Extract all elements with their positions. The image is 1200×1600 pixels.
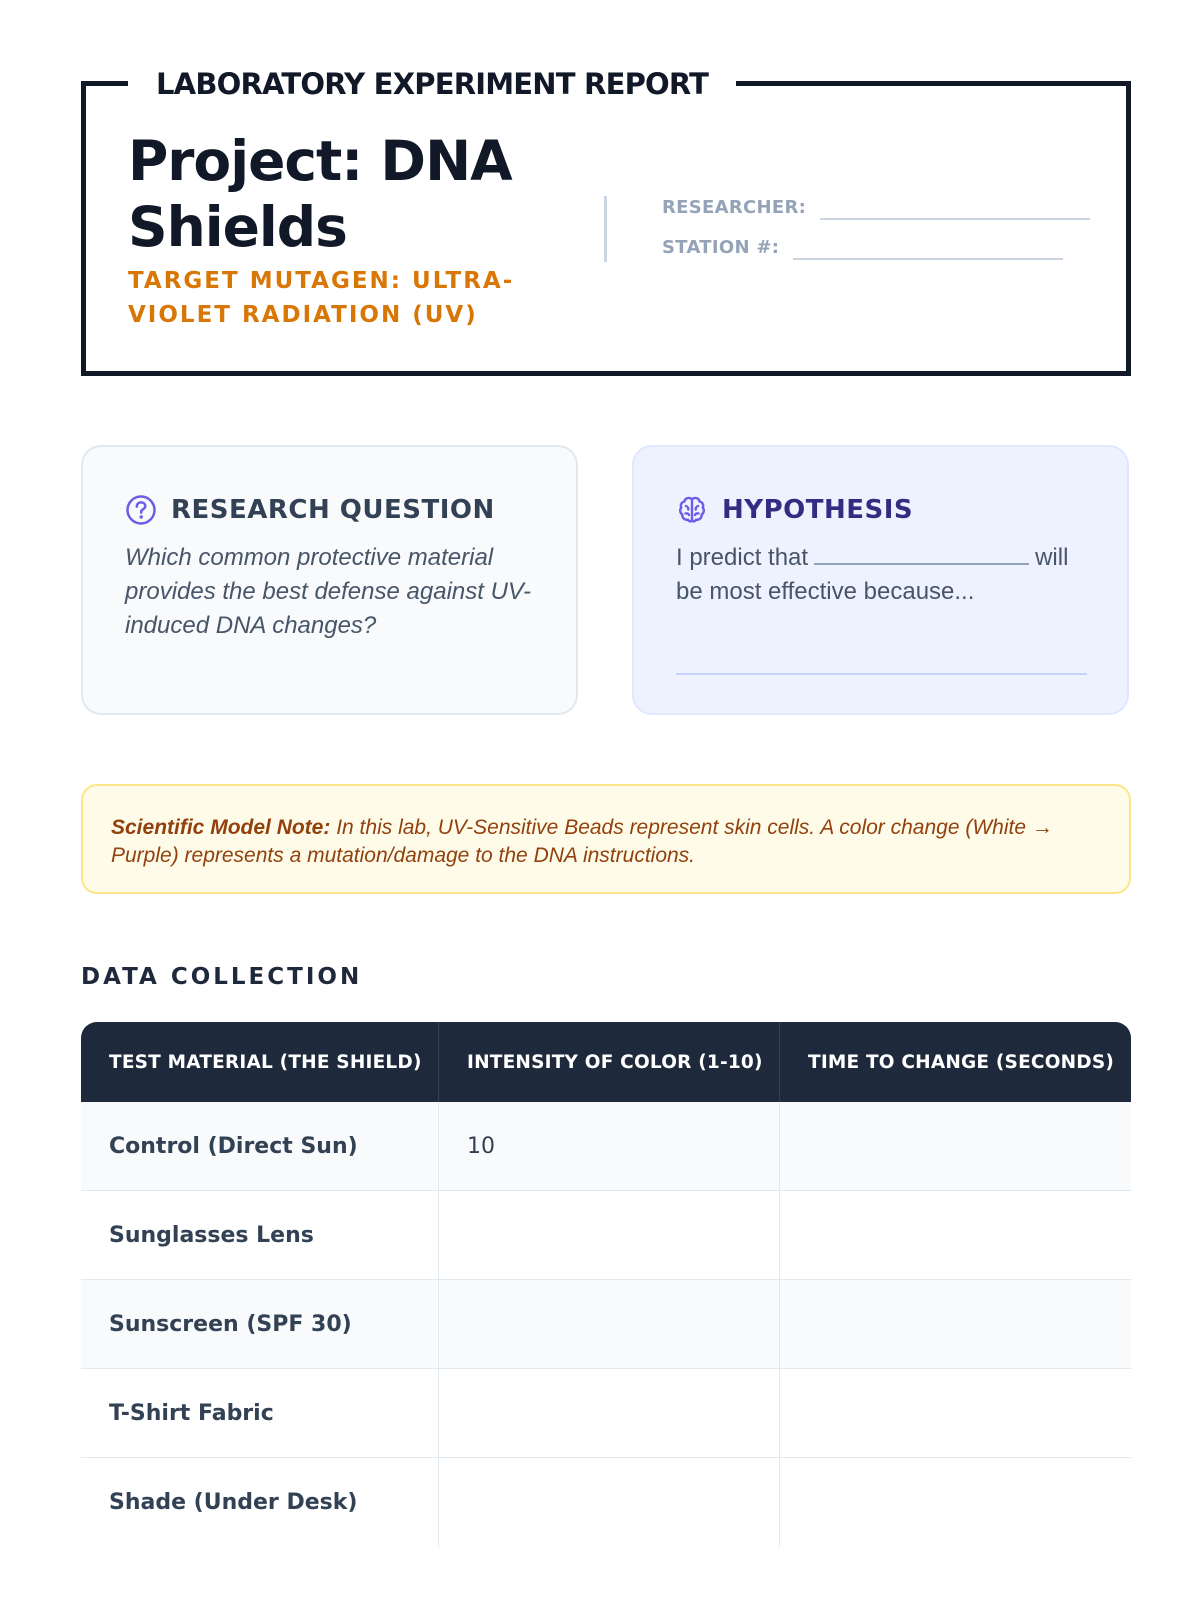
hypothesis-text xyxy=(676,541,1087,609)
target-mutagen: TARGET MUTAGEN: ULTRA-VIOLET RADIATION (UV) xyxy=(128,268,515,328)
research-question-header xyxy=(125,491,536,529)
time-cell[interactable] xyxy=(780,1369,1131,1457)
note-label: Scientific Model Note: xyxy=(111,816,331,839)
material-cell: Control (Direct Sun) xyxy=(81,1102,439,1190)
hypothesis-material-blank[interactable] xyxy=(814,545,1029,565)
hypothesis-card xyxy=(632,445,1129,715)
intensity-cell[interactable] xyxy=(439,1369,780,1457)
research-question-text: Which common protective material provides the best defense against UV-induced DNA changes? xyxy=(125,544,532,639)
table-row xyxy=(81,1191,1131,1280)
researcher-label: RESEARCHER: xyxy=(662,197,807,218)
material-cell: T-Shirt Fabric xyxy=(81,1369,439,1457)
material-cell: Sunscreen (SPF 30) xyxy=(81,1280,439,1368)
table-row xyxy=(81,1458,1131,1547)
intensity-cell[interactable]: 10 xyxy=(439,1102,780,1190)
hypothesis-title: HYPOTHESIS xyxy=(722,495,914,525)
scientific-model-note xyxy=(81,784,1131,894)
time-cell[interactable] xyxy=(780,1191,1131,1279)
station-label: STATION #: xyxy=(662,237,780,258)
table-header xyxy=(81,1022,1131,1102)
hypothesis-reason-line[interactable] xyxy=(676,673,1087,675)
time-cell[interactable] xyxy=(780,1102,1131,1190)
column-header-intensity: INTENSITY OF COLOR (1-10) xyxy=(439,1022,780,1102)
intensity-cell[interactable] xyxy=(439,1458,780,1547)
researcher-row xyxy=(662,196,1090,220)
researcher-field[interactable] xyxy=(820,200,1090,220)
table-row xyxy=(81,1102,1131,1191)
hypothesis-text-after: will be most effective because... xyxy=(676,544,1069,605)
hypothesis-text-before: I predict that xyxy=(676,544,809,571)
data-collection-heading: DATA COLLECTION xyxy=(81,964,363,990)
table-row xyxy=(81,1369,1131,1458)
time-cell[interactable] xyxy=(780,1458,1131,1547)
report-label: LABORATORY EXPERIMENT REPORT xyxy=(128,64,736,104)
column-header-material: TEST MATERIAL (THE SHIELD) xyxy=(81,1022,439,1102)
station-row xyxy=(662,236,1063,260)
question-circle-icon xyxy=(125,494,157,526)
note-text: In this lab, UV-Sensitive Beads represent skin cells. A color change (White → Purple) represents a mutation/damage to the DNA instructions. xyxy=(111,816,1053,867)
column-header-time: TIME TO CHANGE (SECONDS) xyxy=(808,1051,1115,1073)
material-cell: Shade (Under Desk) xyxy=(81,1458,439,1547)
research-question-title: RESEARCH QUESTION xyxy=(171,495,495,525)
station-field[interactable] xyxy=(793,240,1063,260)
research-question-card xyxy=(81,445,578,715)
header-divider xyxy=(604,196,607,262)
intensity-cell[interactable] xyxy=(439,1191,780,1279)
intensity-cell[interactable] xyxy=(439,1280,780,1368)
page-title: Project: DNA Shields xyxy=(128,129,512,259)
data-table xyxy=(81,1022,1131,1547)
material-cell: Sunglasses Lens xyxy=(81,1191,439,1279)
time-cell[interactable] xyxy=(780,1280,1131,1368)
brain-icon xyxy=(676,494,708,526)
hypothesis-header xyxy=(676,491,1087,529)
table-row xyxy=(81,1280,1131,1369)
